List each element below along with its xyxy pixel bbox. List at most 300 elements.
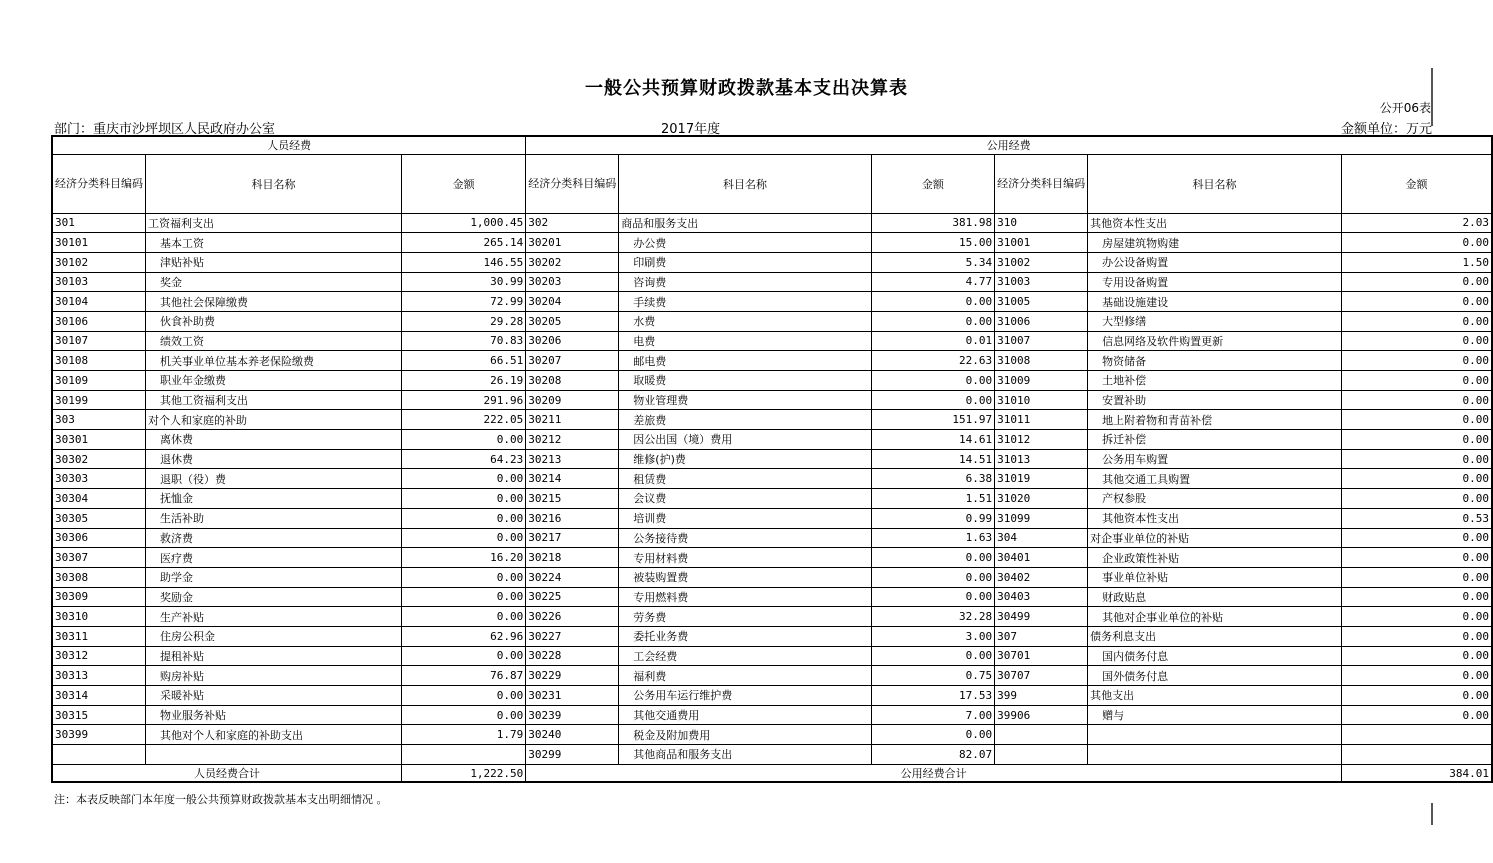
public-b-code-cell: 399 [995, 686, 1088, 706]
personnel-name-cell: 其他工资福利支出 [146, 390, 402, 410]
public-a-code-cell: 30213 [526, 449, 619, 469]
public-a-amount-cell: 17.53 [871, 686, 994, 706]
personnel-total-label: 人员经费合计 [52, 764, 401, 782]
public-b-name-cell: 信息网络及软件购置更新 [1088, 331, 1342, 351]
personnel-code-cell: 30101 [52, 233, 146, 253]
public-a-amount-cell: 5.34 [871, 252, 994, 272]
personnel-amount-cell: 29.28 [401, 311, 525, 331]
public-b-code-cell: 31002 [995, 252, 1088, 272]
personnel-name-cell: 其他社会保障缴费 [146, 292, 402, 312]
public-b-amount-cell: 0.00 [1341, 430, 1492, 450]
public-total-label: 公用经费合计 [526, 764, 1342, 782]
public-a-code-cell: 30214 [526, 469, 619, 489]
personnel-amount-cell: 64.23 [401, 449, 525, 469]
personnel-name-cell: 机关事业单位基本养老保险缴费 [146, 351, 402, 371]
public-b-name-cell: 其他交通工具购置 [1088, 469, 1342, 489]
personnel-amount-cell: 72.99 [401, 292, 525, 312]
table-row [52, 508, 1492, 528]
personnel-code-cell: 30107 [52, 331, 146, 351]
personnel-name-cell: 采暖补贴 [146, 686, 402, 706]
personnel-name-cell: 救济费 [146, 528, 402, 548]
public-b-code-cell [995, 745, 1088, 765]
public-a-name-cell: 物业管理费 [619, 390, 871, 410]
public-a-amount-cell: 0.00 [871, 292, 994, 312]
public-a-name-cell: 差旅费 [619, 410, 871, 430]
public-b-code-cell: 30402 [995, 567, 1088, 587]
public-a-name-cell: 公务接待费 [619, 528, 871, 548]
personnel-name-cell: 生活补助 [146, 508, 402, 528]
table-row [52, 371, 1492, 391]
public-b-name-cell [1088, 725, 1342, 745]
public-b-name-cell: 债务利息支出 [1088, 626, 1342, 646]
column-header-code: 经济分类科目编码 [52, 154, 146, 213]
personnel-code-cell: 30315 [52, 705, 146, 725]
personnel-name-cell: 职业年金缴费 [146, 371, 402, 391]
personnel-name-cell: 奖金 [146, 272, 402, 292]
public-a-name-cell: 维修(护)费 [619, 449, 871, 469]
public-b-code-cell: 304 [995, 528, 1088, 548]
public-b-name-cell: 其他支出 [1088, 686, 1342, 706]
personnel-name-cell: 提租补贴 [146, 646, 402, 666]
public-a-code-cell: 302 [526, 213, 619, 233]
department-label: 部门：重庆市沙坪坝区人民政府办公室 [54, 122, 276, 137]
public-a-amount-cell: 14.51 [871, 449, 994, 469]
personnel-code-cell: 30313 [52, 666, 146, 686]
personnel-amount-cell: 0.00 [401, 587, 525, 607]
public-a-amount-cell: 0.75 [871, 666, 994, 686]
personnel-total-amount: 1,222.50 [401, 764, 525, 782]
public-a-amount-cell: 1.63 [871, 528, 994, 548]
public-b-code-cell: 31009 [995, 371, 1088, 391]
public-a-name-cell: 其他商品和服务支出 [619, 745, 871, 765]
personnel-amount-cell: 0.00 [401, 705, 525, 725]
public-b-amount-cell: 0.00 [1341, 272, 1492, 292]
edge-bar [1431, 803, 1433, 825]
public-b-name-cell: 赠与 [1088, 705, 1342, 725]
personnel-name-cell: 基本工资 [146, 233, 402, 253]
personnel-amount-cell: 26.19 [401, 371, 525, 391]
public-a-amount-cell: 0.00 [871, 646, 994, 666]
public-b-code-cell: 31019 [995, 469, 1088, 489]
public-b-amount-cell: 0.00 [1341, 351, 1492, 371]
personnel-name-cell [146, 745, 402, 765]
public-a-code-cell: 30215 [526, 489, 619, 509]
personnel-code-cell: 30311 [52, 626, 146, 646]
public-a-code-cell: 30209 [526, 390, 619, 410]
public-a-code-cell: 30206 [526, 331, 619, 351]
public-b-name-cell [1088, 745, 1342, 765]
public-a-name-cell: 工会经费 [619, 646, 871, 666]
personnel-amount-cell: 0.00 [401, 469, 525, 489]
table-row [52, 449, 1492, 469]
public-b-name-cell: 其他资本性支出 [1088, 213, 1342, 233]
public-b-amount-cell: 0.00 [1341, 528, 1492, 548]
public-a-amount-cell: 1.51 [871, 489, 994, 509]
public-b-amount-cell: 0.00 [1341, 292, 1492, 312]
public-a-name-cell: 会议费 [619, 489, 871, 509]
public-b-name-cell: 专用设备购置 [1088, 272, 1342, 292]
public-a-name-cell: 手续费 [619, 292, 871, 312]
public-a-code-cell: 30240 [526, 725, 619, 745]
public-b-name-cell: 对企事业单位的补贴 [1088, 528, 1342, 548]
table-row [52, 351, 1492, 371]
public-b-amount-cell: 0.00 [1341, 567, 1492, 587]
public-a-code-cell: 30202 [526, 252, 619, 272]
personnel-code-cell: 30199 [52, 390, 146, 410]
personnel-amount-cell: 0.00 [401, 646, 525, 666]
public-total-amount: 384.01 [1341, 764, 1492, 782]
public-a-code-cell: 30217 [526, 528, 619, 548]
personnel-amount-cell: 0.00 [401, 489, 525, 509]
personnel-code-cell: 30305 [52, 508, 146, 528]
personnel-name-cell: 购房补贴 [146, 666, 402, 686]
public-a-name-cell: 其他交通费用 [619, 705, 871, 725]
personnel-code-cell: 30308 [52, 567, 146, 587]
public-a-name-cell: 印刷费 [619, 252, 871, 272]
table-row [52, 567, 1492, 587]
column-header-name: 科目名称 [619, 154, 871, 213]
public-a-name-cell: 办公费 [619, 233, 871, 253]
public-a-amount-cell: 0.00 [871, 548, 994, 568]
table-row [52, 528, 1492, 548]
personnel-amount-cell: 0.00 [401, 430, 525, 450]
public-b-amount-cell: 0.00 [1341, 607, 1492, 627]
column-header-name: 科目名称 [1088, 154, 1342, 213]
personnel-amount-cell: 0.00 [401, 508, 525, 528]
public-a-code-cell: 30201 [526, 233, 619, 253]
table-row [52, 705, 1492, 725]
personnel-code-cell: 30109 [52, 371, 146, 391]
personnel-code-cell: 30312 [52, 646, 146, 666]
public-b-name-cell: 安置补助 [1088, 390, 1342, 410]
public-a-code-cell: 30212 [526, 430, 619, 450]
footnote: 注：本表反映部门本年度一般公共预算财政拨款基本支出明细情况 。 [54, 793, 388, 806]
public-b-name-cell: 财政贴息 [1088, 587, 1342, 607]
table-row [52, 272, 1492, 292]
public-a-amount-cell: 32.28 [871, 607, 994, 627]
personnel-code-cell [52, 745, 146, 765]
personnel-code-cell: 30103 [52, 272, 146, 292]
table-row [52, 725, 1492, 745]
personnel-amount-cell: 66.51 [401, 351, 525, 371]
public-b-code-cell: 307 [995, 626, 1088, 646]
personnel-code-cell: 30301 [52, 430, 146, 450]
public-a-name-cell: 取暖费 [619, 371, 871, 391]
public-a-amount-cell: 0.99 [871, 508, 994, 528]
column-header-code: 经济分类科目编码 [526, 154, 619, 213]
personnel-code-cell: 30309 [52, 587, 146, 607]
public-a-amount-cell: 0.00 [871, 725, 994, 745]
column-header-amount: 金额 [871, 154, 994, 213]
unit-label: 金额单位：万元 [1340, 122, 1432, 137]
expenditure-table [51, 135, 1493, 783]
public-a-code-cell: 30211 [526, 410, 619, 430]
public-a-code-cell: 30208 [526, 371, 619, 391]
public-b-amount-cell: 0.00 [1341, 331, 1492, 351]
public-a-code-cell: 30229 [526, 666, 619, 686]
public-b-code-cell: 31020 [995, 489, 1088, 509]
public-a-name-cell: 邮电费 [619, 351, 871, 371]
public-b-name-cell: 其他资本性支出 [1088, 508, 1342, 528]
public-b-name-cell: 其他对企事业单位的补贴 [1088, 607, 1342, 627]
public-b-code-cell: 30701 [995, 646, 1088, 666]
table-row [52, 331, 1492, 351]
public-b-amount-cell: 1.50 [1341, 252, 1492, 272]
public-a-amount-cell: 6.38 [871, 469, 994, 489]
public-b-amount-cell: 0.00 [1341, 489, 1492, 509]
public-b-amount-cell: 0.00 [1341, 626, 1492, 646]
column-header-amount: 金额 [401, 154, 525, 213]
public-b-code-cell: 31011 [995, 410, 1088, 430]
table-row [52, 469, 1492, 489]
public-b-amount-cell [1341, 745, 1492, 765]
personnel-name-cell: 对个人和家庭的补助 [146, 410, 402, 430]
table-row [52, 410, 1492, 430]
personnel-code-cell: 30104 [52, 292, 146, 312]
public-a-name-cell: 因公出国（境）费用 [619, 430, 871, 450]
personnel-code-cell: 30102 [52, 252, 146, 272]
personnel-name-cell: 奖励金 [146, 587, 402, 607]
public-a-name-cell: 商品和服务支出 [619, 213, 871, 233]
group-header-public: 公用经费 [526, 136, 1492, 154]
personnel-name-cell: 退休费 [146, 449, 402, 469]
public-a-amount-cell: 0.01 [871, 331, 994, 351]
table-row [52, 646, 1492, 666]
public-a-code-cell: 30227 [526, 626, 619, 646]
personnel-name-cell: 离休费 [146, 430, 402, 450]
public-b-amount-cell: 0.00 [1341, 666, 1492, 686]
public-a-name-cell: 水费 [619, 311, 871, 331]
year-label: 2017年度 [661, 122, 721, 137]
column-header-name: 科目名称 [146, 154, 402, 213]
public-a-name-cell: 专用材料费 [619, 548, 871, 568]
table-row [52, 292, 1492, 312]
public-a-code-cell: 30226 [526, 607, 619, 627]
public-a-code-cell: 30225 [526, 587, 619, 607]
public-a-code-cell: 30228 [526, 646, 619, 666]
public-b-name-cell: 大型修缮 [1088, 311, 1342, 331]
personnel-code-cell: 30304 [52, 489, 146, 509]
personnel-amount-cell: 291.96 [401, 390, 525, 410]
table-row [52, 745, 1492, 765]
public-b-name-cell: 基础设施建设 [1088, 292, 1342, 312]
personnel-amount-cell: 1.79 [401, 725, 525, 745]
column-header-code: 经济分类科目编码 [995, 154, 1088, 213]
public-a-amount-cell: 0.00 [871, 390, 994, 410]
personnel-name-cell: 伙食补助费 [146, 311, 402, 331]
page-title: 一般公共预算财政拨款基本支出决算表 [585, 78, 908, 99]
personnel-code-cell: 30399 [52, 725, 146, 745]
personnel-name-cell: 医疗费 [146, 548, 402, 568]
personnel-amount-cell: 0.00 [401, 567, 525, 587]
table-row [52, 390, 1492, 410]
table-row [52, 666, 1492, 686]
personnel-amount-cell [401, 745, 525, 765]
public-a-name-cell: 租赁费 [619, 469, 871, 489]
public-a-amount-cell: 82.07 [871, 745, 994, 765]
personnel-code-cell: 30306 [52, 528, 146, 548]
column-header-amount: 金额 [1341, 154, 1492, 213]
public-a-code-cell: 30205 [526, 311, 619, 331]
public-a-name-cell: 培训费 [619, 508, 871, 528]
public-b-code-cell: 31008 [995, 351, 1088, 371]
personnel-name-cell: 其他对个人和家庭的补助支出 [146, 725, 402, 745]
public-b-amount-cell: 0.00 [1341, 548, 1492, 568]
personnel-amount-cell: 0.00 [401, 686, 525, 706]
public-a-name-cell: 税金及附加费用 [619, 725, 871, 745]
personnel-name-cell: 物业服务补贴 [146, 705, 402, 725]
public-b-amount-cell: 0.00 [1341, 705, 1492, 725]
public-a-name-cell: 专用燃料费 [619, 587, 871, 607]
personnel-code-cell: 303 [52, 410, 146, 430]
personnel-name-cell: 助学金 [146, 567, 402, 587]
personnel-name-cell: 工资福利支出 [146, 213, 402, 233]
public-b-name-cell: 国外债务付息 [1088, 666, 1342, 686]
personnel-amount-cell: 16.20 [401, 548, 525, 568]
form-number: 公开06表 [1379, 101, 1431, 115]
public-a-amount-cell: 0.00 [871, 567, 994, 587]
public-a-code-cell: 30207 [526, 351, 619, 371]
personnel-name-cell: 住房公积金 [146, 626, 402, 646]
public-a-name-cell: 委托业务费 [619, 626, 871, 646]
public-b-amount-cell: 0.00 [1341, 410, 1492, 430]
table-row [52, 587, 1492, 607]
public-b-amount-cell: 0.00 [1341, 587, 1492, 607]
public-a-amount-cell: 14.61 [871, 430, 994, 450]
public-b-amount-cell: 0.00 [1341, 646, 1492, 666]
public-a-amount-cell: 15.00 [871, 233, 994, 253]
personnel-amount-cell: 0.00 [401, 528, 525, 548]
public-a-code-cell: 30204 [526, 292, 619, 312]
public-a-amount-cell: 4.77 [871, 272, 994, 292]
personnel-amount-cell: 76.87 [401, 666, 525, 686]
table-row [52, 489, 1492, 509]
public-b-code-cell: 31005 [995, 292, 1088, 312]
public-b-code-cell: 31003 [995, 272, 1088, 292]
public-b-code-cell: 31006 [995, 311, 1088, 331]
public-b-name-cell: 企业政策性补贴 [1088, 548, 1342, 568]
table-row [52, 607, 1492, 627]
table-row [52, 252, 1492, 272]
personnel-code-cell: 301 [52, 213, 146, 233]
personnel-amount-cell: 265.14 [401, 233, 525, 253]
personnel-name-cell: 抚恤金 [146, 489, 402, 509]
public-b-amount-cell: 0.00 [1341, 469, 1492, 489]
public-a-name-cell: 公务用车运行维护费 [619, 686, 871, 706]
public-a-code-cell: 30231 [526, 686, 619, 706]
public-b-name-cell: 地上附着物和青苗补偿 [1088, 410, 1342, 430]
table-row [52, 233, 1492, 253]
personnel-name-cell: 生产补贴 [146, 607, 402, 627]
public-a-amount-cell: 381.98 [871, 213, 994, 233]
public-a-code-cell: 30224 [526, 567, 619, 587]
personnel-name-cell: 退职（役）费 [146, 469, 402, 489]
public-b-name-cell: 物资储备 [1088, 351, 1342, 371]
public-b-name-cell: 产权参股 [1088, 489, 1342, 509]
public-b-name-cell: 房屋建筑物购建 [1088, 233, 1342, 253]
public-b-code-cell: 30401 [995, 548, 1088, 568]
public-a-amount-cell: 3.00 [871, 626, 994, 646]
public-b-amount-cell: 0.00 [1341, 233, 1492, 253]
public-b-code-cell: 30499 [995, 607, 1088, 627]
public-a-code-cell: 30216 [526, 508, 619, 528]
public-b-name-cell: 办公设备购置 [1088, 252, 1342, 272]
table-row [52, 430, 1492, 450]
public-a-amount-cell: 0.00 [871, 311, 994, 331]
public-b-code-cell: 30707 [995, 666, 1088, 686]
personnel-code-cell: 30314 [52, 686, 146, 706]
public-b-name-cell: 拆迁补偿 [1088, 430, 1342, 450]
personnel-amount-cell: 0.00 [401, 607, 525, 627]
public-b-amount-cell: 0.00 [1341, 390, 1492, 410]
public-a-code-cell: 30203 [526, 272, 619, 292]
public-b-code-cell: 31099 [995, 508, 1088, 528]
personnel-code-cell: 30310 [52, 607, 146, 627]
public-b-code-cell: 31010 [995, 390, 1088, 410]
public-b-code-cell [995, 725, 1088, 745]
personnel-code-cell: 30303 [52, 469, 146, 489]
public-a-name-cell: 电费 [619, 331, 871, 351]
public-a-code-cell: 30239 [526, 705, 619, 725]
personnel-code-cell: 30106 [52, 311, 146, 331]
public-a-amount-cell: 151.97 [871, 410, 994, 430]
public-a-amount-cell: 22.63 [871, 351, 994, 371]
personnel-code-cell: 30302 [52, 449, 146, 469]
public-a-name-cell: 劳务费 [619, 607, 871, 627]
public-b-amount-cell: 0.00 [1341, 371, 1492, 391]
public-a-amount-cell: 0.00 [871, 371, 994, 391]
public-b-amount-cell: 0.00 [1341, 311, 1492, 331]
public-b-code-cell: 31012 [995, 430, 1088, 450]
public-b-code-cell: 310 [995, 213, 1088, 233]
public-a-name-cell: 福利费 [619, 666, 871, 686]
public-b-amount-cell: 0.53 [1341, 508, 1492, 528]
personnel-name-cell: 绩效工资 [146, 331, 402, 351]
personnel-code-cell: 30307 [52, 548, 146, 568]
public-b-amount-cell [1341, 725, 1492, 745]
public-a-name-cell: 咨询费 [619, 272, 871, 292]
public-b-name-cell: 土地补偿 [1088, 371, 1342, 391]
public-b-code-cell: 31013 [995, 449, 1088, 469]
public-b-amount-cell: 0.00 [1341, 449, 1492, 469]
personnel-amount-cell: 1,000.45 [401, 213, 525, 233]
public-b-code-cell: 31001 [995, 233, 1088, 253]
public-b-amount-cell: 2.03 [1341, 213, 1492, 233]
table-row [52, 213, 1492, 233]
table-row [52, 686, 1492, 706]
public-b-name-cell: 事业单位补贴 [1088, 567, 1342, 587]
personnel-amount-cell: 62.96 [401, 626, 525, 646]
table-row [52, 626, 1492, 646]
personnel-amount-cell: 222.05 [401, 410, 525, 430]
table-row [52, 311, 1492, 331]
public-a-amount-cell: 0.00 [871, 587, 994, 607]
personnel-amount-cell: 70.83 [401, 331, 525, 351]
public-a-code-cell: 30299 [526, 745, 619, 765]
personnel-name-cell: 津贴补贴 [146, 252, 402, 272]
public-a-code-cell: 30218 [526, 548, 619, 568]
public-b-code-cell: 39906 [995, 705, 1088, 725]
public-a-name-cell: 被装购置费 [619, 567, 871, 587]
group-header-personnel: 人员经费 [52, 136, 526, 154]
personnel-amount-cell: 146.55 [401, 252, 525, 272]
table-row [52, 548, 1492, 568]
public-b-code-cell: 31007 [995, 331, 1088, 351]
personnel-amount-cell: 30.99 [401, 272, 525, 292]
public-b-name-cell: 公务用车购置 [1088, 449, 1342, 469]
public-b-code-cell: 30403 [995, 587, 1088, 607]
public-a-amount-cell: 7.00 [871, 705, 994, 725]
